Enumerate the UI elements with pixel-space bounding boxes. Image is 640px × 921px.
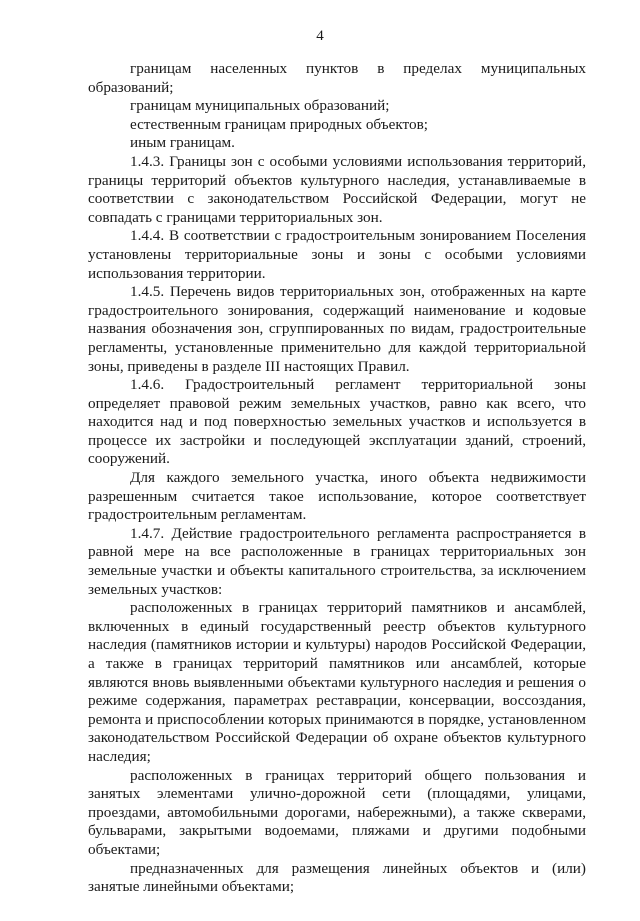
paragraph: предназначенных для размещения линейных объектов и (или) занятые линейными объектами;	[88, 859, 586, 896]
paragraph: Для каждого земельного участка, иного объекта недвижимости разрешенным считается такое использование, которое соответствует градостроительным регламентам.	[88, 469, 586, 524]
paragraph: иным границам.	[130, 134, 235, 152]
document-body	[88, 60, 586, 897]
paragraph: 1.4.6. Градостроительный регламент территориальной зоны определяет правовой режим земельных участков, равно как всего, что находится над и под поверхностью земельных участков и используется в процессе их застройки и последующей эксплуатации зданий, строений, сооружений.	[88, 376, 586, 468]
paragraph: естественным границам природных объектов;	[130, 115, 428, 133]
paragraph: расположенных в границах территорий памятников и ансамблей, включенных в единый государственный реестр объектов культурного наследия (памятников истории и культуры) народов Российской Федерации, а также в границах территорий памятников или ансамблей, которые являются вновь выявленными объектами культурного наследия и решения о режиме содержания, параметрах реставрации, консервации, воссоздания, ремонта и приспособлении которых принимаются в порядке, установленном законодательством Российской Федерации об охране объектов культурного наследия;	[88, 599, 586, 765]
paragraph: расположенных в границах территорий общего пользования и занятых элементами улично-дорожной сети (площадями, улицами, проездами, автомобильными дорогами, набережными), а также скверами, бульварами, закрытыми водоемами, пляжами и другими подобными объектами;	[88, 766, 586, 858]
paragraph: границам муниципальных образований;	[130, 97, 390, 115]
paragraph: 1.4.3. Границы зон с особыми условиями использования территорий, границы территорий объектов культурного наследия, устанавливаемые в соответствии с законодательством Российской Федерации, могут не совпадать с границами территориальных зон.	[88, 152, 586, 226]
paragraph: 1.4.4. В соответствии с градостроительным зонированием Поселения установлены территориальные зоны и зоны с особыми условиями использования территории.	[88, 227, 586, 282]
paragraph: границам населенных пунктов в пределах муниципальных образований;	[88, 60, 586, 96]
page-number: 4	[316, 28, 324, 44]
paragraph: 1.4.7. Действие градостроительного регламента распространяется в равной мере на все расположенные в границах территориальных зон земельные участки и объекты капитального строительства, за исключением земельных участков:	[88, 524, 586, 598]
paragraph: 1.4.5. Перечень видов территориальных зон, отображенных на карте градостроительного зонирования, содержащий наименование и кодовые названия обозначения зон, сгруппированных по видам, градостроительные регламенты, установленные применительно для каждой территориальной зоны, приведены в разделе III настоящих Правил.	[88, 283, 586, 375]
